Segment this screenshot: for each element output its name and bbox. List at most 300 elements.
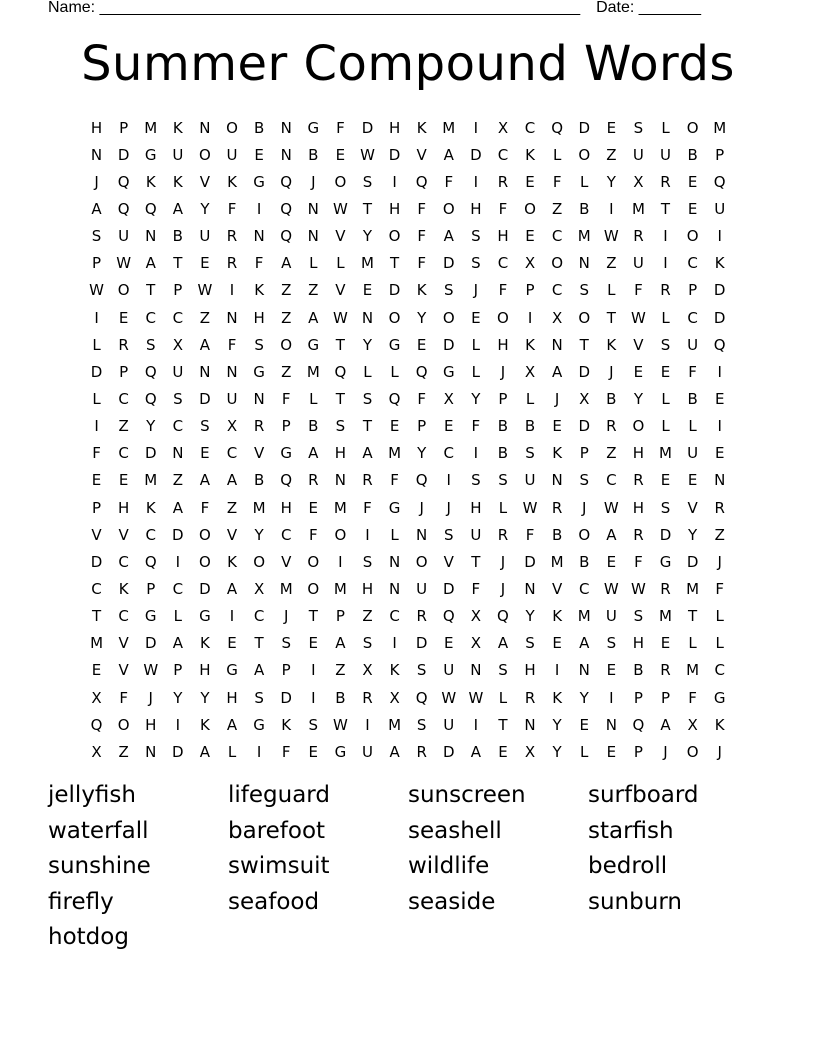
grid-letter: I bbox=[663, 254, 668, 273]
grid-letter: H bbox=[632, 444, 645, 463]
grid-letter: C bbox=[253, 607, 265, 626]
grid-letter: F bbox=[498, 199, 508, 218]
grid-letter: U bbox=[660, 145, 671, 164]
grid-letter: E bbox=[687, 471, 698, 490]
grid-letter: S bbox=[416, 661, 427, 680]
word-bank-item: barefoot bbox=[228, 817, 326, 844]
grid-letter: I bbox=[473, 444, 479, 463]
grid-letter: D bbox=[713, 308, 726, 327]
grid-letter: V bbox=[552, 579, 563, 598]
grid-letter: O bbox=[117, 281, 130, 300]
grid-letter: E bbox=[552, 634, 562, 653]
word-bank-item: firefly bbox=[48, 888, 114, 915]
grid-letter: E bbox=[606, 552, 617, 571]
grid-letter: U bbox=[687, 444, 699, 463]
grid-letter: D bbox=[442, 742, 455, 761]
grid-letter: H bbox=[388, 118, 401, 137]
grid-letter: E bbox=[444, 634, 454, 653]
grid-letter: I bbox=[609, 199, 614, 218]
grid-letter: C bbox=[443, 444, 454, 463]
grid-letter: Y bbox=[525, 607, 535, 626]
grid-letter: O bbox=[442, 199, 455, 218]
grid-letter: V bbox=[335, 227, 346, 246]
grid-letter: P bbox=[335, 607, 345, 626]
grid-letter: L bbox=[661, 308, 670, 327]
grid-letter: E bbox=[498, 742, 508, 761]
grid-letter: O bbox=[388, 227, 401, 246]
grid-letter: L bbox=[498, 498, 508, 517]
grid-letter: W bbox=[603, 498, 619, 517]
grid-letter: O bbox=[388, 308, 401, 327]
grid-letter: N bbox=[388, 579, 401, 598]
grid-letter: J bbox=[500, 579, 506, 598]
grid-letter: J bbox=[311, 172, 316, 191]
grid-letter: E bbox=[606, 118, 617, 137]
grid-letter: J bbox=[500, 552, 506, 571]
grid-letter: Y bbox=[417, 308, 427, 327]
grid-letter: W bbox=[468, 688, 484, 707]
word-bank bbox=[48, 778, 768, 956]
grid-letter: J bbox=[500, 362, 506, 381]
grid-letter: T bbox=[389, 254, 400, 273]
grid-letter: I bbox=[94, 417, 99, 436]
grid-letter: M bbox=[333, 579, 347, 598]
grid-letter: K bbox=[172, 172, 183, 191]
grid-letter: F bbox=[254, 254, 264, 273]
grid-letter: D bbox=[90, 552, 103, 571]
grid-letter: M bbox=[90, 634, 104, 653]
grid-letter: F bbox=[417, 199, 426, 218]
grid-letter: G bbox=[307, 118, 320, 137]
grid-letter: C bbox=[497, 145, 509, 164]
grid-letter: I bbox=[338, 552, 343, 571]
grid-letter: Z bbox=[118, 742, 129, 761]
grid-letter: I bbox=[229, 281, 235, 300]
grid-letter: E bbox=[91, 471, 102, 490]
grid-letter: O bbox=[307, 552, 320, 571]
grid-letter: E bbox=[118, 471, 129, 490]
date-field-label: Date: _______ bbox=[596, 0, 702, 16]
grid-letter: O bbox=[199, 525, 211, 544]
grid-letter: D bbox=[713, 281, 726, 300]
grid-letter: F bbox=[281, 389, 291, 408]
grid-letter: B bbox=[497, 444, 509, 463]
word-bank-item: starfish bbox=[588, 817, 674, 844]
grid-letter: A bbox=[308, 444, 319, 463]
grid-letter: X bbox=[443, 389, 454, 408]
grid-letter: B bbox=[633, 661, 644, 680]
grid-letter: X bbox=[687, 715, 698, 734]
grid-letter: V bbox=[443, 552, 454, 571]
grid-letter: X bbox=[172, 335, 183, 354]
grid-letter: F bbox=[363, 498, 372, 517]
grid-letter: K bbox=[552, 444, 563, 463]
grid-letter: P bbox=[498, 389, 508, 408]
grid-letter: Y bbox=[688, 525, 698, 544]
grid-letter: S bbox=[91, 227, 102, 246]
grid-letter: Z bbox=[552, 199, 563, 218]
grid-letter: D bbox=[578, 417, 591, 436]
grid-letter: N bbox=[307, 227, 319, 246]
grid-letter: I bbox=[365, 525, 370, 544]
grid-letter: S bbox=[362, 634, 373, 653]
grid-letter: K bbox=[416, 281, 427, 300]
grid-letter: U bbox=[416, 579, 428, 598]
grid-letter: H bbox=[497, 227, 509, 246]
grid-letter: M bbox=[306, 362, 320, 381]
grid-letter: X bbox=[579, 389, 590, 408]
grid-letter: V bbox=[416, 145, 427, 164]
grid-letter: Q bbox=[334, 362, 347, 381]
grid-letter: I bbox=[609, 688, 614, 707]
grid-letter: H bbox=[199, 661, 211, 680]
grid-letter: F bbox=[471, 579, 481, 598]
grid-letter: N bbox=[551, 335, 563, 354]
grid-letter: S bbox=[471, 227, 481, 246]
grid-letter: O bbox=[578, 525, 591, 544]
grid-letter: O bbox=[307, 579, 320, 598]
grid-letter: K bbox=[200, 715, 210, 734]
grid-letter: Z bbox=[281, 308, 292, 327]
grid-letter: M bbox=[361, 254, 374, 273]
grid-letter: S bbox=[498, 661, 508, 680]
grid-letter: F bbox=[390, 471, 399, 490]
grid-letter: E bbox=[687, 199, 698, 218]
grid-letter: R bbox=[226, 254, 238, 273]
grid-letter: X bbox=[389, 688, 400, 707]
grid-letter: R bbox=[416, 607, 427, 626]
grid-letter: O bbox=[524, 199, 536, 218]
grid-letter: G bbox=[253, 715, 265, 734]
grid-letter: D bbox=[578, 118, 591, 137]
grid-letter: Q bbox=[280, 199, 293, 218]
grid-letter: Q bbox=[144, 362, 157, 381]
grid-letter: W bbox=[603, 227, 619, 246]
word-bank-item: lifeguard bbox=[228, 782, 330, 808]
grid-letter: D bbox=[90, 362, 103, 381]
grid-letter: M bbox=[388, 715, 402, 734]
grid-letter: R bbox=[551, 498, 563, 517]
word-bank-item: seashell bbox=[408, 817, 502, 844]
grid-letter: F bbox=[417, 389, 426, 408]
grid-letter: P bbox=[525, 281, 535, 300]
grid-letter: S bbox=[362, 172, 373, 191]
grid-letter: C bbox=[118, 389, 129, 408]
grid-letter: F bbox=[227, 199, 237, 218]
grid-letter: R bbox=[497, 525, 509, 544]
grid-letter: O bbox=[280, 335, 293, 354]
grid-letter: P bbox=[715, 145, 725, 164]
grid-letter: H bbox=[145, 715, 157, 734]
grid-letter: A bbox=[199, 471, 211, 490]
grid-letter: N bbox=[226, 308, 238, 327]
grid-letter: N bbox=[605, 715, 617, 734]
grid-letter: E bbox=[227, 634, 237, 653]
grid-letter: I bbox=[311, 688, 316, 707]
grid-letter: L bbox=[309, 389, 318, 408]
grid-letter: G bbox=[199, 607, 211, 626]
grid-letter: I bbox=[256, 199, 262, 218]
grid-letter: H bbox=[226, 688, 238, 707]
grid-letter: X bbox=[633, 172, 644, 191]
grid-letter: H bbox=[470, 199, 482, 218]
grid-letter: E bbox=[200, 254, 210, 273]
grid-letter: V bbox=[687, 498, 698, 517]
grid-letter: C bbox=[172, 579, 184, 598]
grid-letter: L bbox=[92, 389, 101, 408]
grid-letter: V bbox=[633, 335, 644, 354]
grid-letter: G bbox=[334, 742, 347, 761]
grid-letter: U bbox=[118, 227, 130, 246]
word-bank-item: hotdog bbox=[48, 924, 129, 950]
grid-letter: Q bbox=[713, 335, 726, 354]
grid-letter: W bbox=[631, 308, 646, 327]
grid-letter: R bbox=[253, 417, 265, 436]
grid-letter: J bbox=[717, 552, 722, 571]
grid-letter: R bbox=[714, 498, 725, 517]
grid-letter: C bbox=[687, 254, 698, 273]
grid-letter: M bbox=[144, 471, 158, 490]
grid-letter: S bbox=[254, 688, 264, 707]
grid-letter: S bbox=[254, 335, 264, 354]
grid-letter: W bbox=[631, 579, 646, 598]
grid-letter: I bbox=[554, 661, 560, 680]
grid-letter: C bbox=[551, 227, 563, 246]
grid-letter: Y bbox=[552, 742, 562, 761]
grid-letter: B bbox=[253, 471, 265, 490]
grid-letter: R bbox=[660, 661, 671, 680]
grid-letter: I bbox=[365, 715, 370, 734]
grid-letter: Y bbox=[362, 335, 373, 354]
grid-letter: W bbox=[332, 199, 348, 218]
grid-letter: Y bbox=[579, 688, 589, 707]
grid-letter: C bbox=[118, 552, 129, 571]
grid-letter: I bbox=[717, 417, 722, 436]
grid-letter: S bbox=[606, 634, 617, 653]
grid-letter: S bbox=[633, 118, 644, 137]
grid-letter: A bbox=[470, 742, 481, 761]
grid-letter: L bbox=[390, 525, 399, 544]
grid-letter: F bbox=[281, 742, 291, 761]
grid-letter: O bbox=[686, 742, 699, 761]
page-title: Summer Compound Words bbox=[81, 36, 735, 92]
grid-letter: C bbox=[145, 525, 156, 544]
grid-letter: Z bbox=[606, 444, 617, 463]
grid-letter: L bbox=[227, 742, 237, 761]
grid-letter: E bbox=[714, 389, 725, 408]
grid-letter: D bbox=[199, 389, 211, 408]
grid-letter: T bbox=[91, 607, 102, 626]
grid-letter: Q bbox=[144, 552, 157, 571]
grid-letter: A bbox=[579, 634, 590, 653]
grid-letter: A bbox=[145, 254, 156, 273]
grid-letter: H bbox=[388, 199, 401, 218]
grid-letter: T bbox=[335, 389, 345, 408]
word-bank-item: seafood bbox=[228, 888, 320, 915]
grid-letter: A bbox=[226, 579, 238, 598]
grid-letter: Y bbox=[200, 199, 210, 218]
grid-letter: N bbox=[253, 227, 265, 246]
grid-letter: W bbox=[522, 498, 538, 517]
grid-letter: Z bbox=[714, 525, 725, 544]
grid-letter: N bbox=[714, 471, 726, 490]
grid-letter: A bbox=[443, 227, 454, 246]
grid-letter: E bbox=[525, 172, 535, 191]
grid-letter: R bbox=[497, 172, 509, 191]
grid-letter: A bbox=[443, 145, 454, 164]
grid-letter: G bbox=[253, 362, 265, 381]
grid-letter: N bbox=[145, 742, 157, 761]
grid-letter: V bbox=[281, 552, 292, 571]
grid-letter: R bbox=[362, 471, 373, 490]
grid-letter: F bbox=[688, 688, 697, 707]
grid-letter: X bbox=[497, 118, 509, 137]
grid-letter: C bbox=[118, 607, 129, 626]
grid-letter: D bbox=[470, 145, 482, 164]
grid-letter: F bbox=[715, 579, 725, 598]
grid-letter: X bbox=[91, 688, 102, 707]
grid-letter: P bbox=[633, 742, 643, 761]
grid-letter: C bbox=[714, 661, 725, 680]
grid-letter: P bbox=[92, 254, 102, 273]
word-bank-item: jellyfish bbox=[48, 782, 136, 808]
grid-letter: L bbox=[715, 634, 724, 653]
grid-letter: V bbox=[253, 444, 265, 463]
grid-letter: O bbox=[415, 552, 428, 571]
grid-letter: N bbox=[280, 145, 292, 164]
grid-letter: L bbox=[688, 417, 697, 436]
grid-letter: P bbox=[119, 362, 129, 381]
grid-letter: D bbox=[442, 254, 455, 273]
grid-letter: U bbox=[226, 389, 238, 408]
grid-letter: X bbox=[91, 742, 102, 761]
grid-letter: B bbox=[308, 417, 319, 436]
grid-letter: Y bbox=[633, 389, 643, 408]
grid-letter: O bbox=[199, 145, 211, 164]
grid-letter: T bbox=[498, 715, 508, 734]
grid-letter: B bbox=[335, 688, 346, 707]
grid-letter: R bbox=[606, 417, 617, 436]
grid-letter: E bbox=[606, 661, 617, 680]
grid-letter: A bbox=[660, 715, 671, 734]
grid-letter: E bbox=[606, 742, 617, 761]
grid-letter: M bbox=[550, 552, 564, 571]
grid-letter: G bbox=[388, 335, 401, 354]
grid-letter: F bbox=[444, 172, 454, 191]
grid-letter: U bbox=[443, 661, 455, 680]
grid-letter: Z bbox=[226, 498, 238, 517]
grid-letter: S bbox=[660, 498, 671, 517]
grid-letter: B bbox=[253, 118, 265, 137]
grid-letter: H bbox=[90, 118, 103, 137]
grid-letter: A bbox=[606, 525, 617, 544]
grid-letter: W bbox=[603, 579, 619, 598]
grid-letter: P bbox=[92, 498, 102, 517]
grid-letter: G bbox=[713, 688, 726, 707]
grid-letter: O bbox=[578, 145, 591, 164]
grid-letter: L bbox=[471, 335, 481, 354]
grid-letter: Q bbox=[713, 172, 726, 191]
grid-letter: R bbox=[362, 688, 373, 707]
grid-letter: E bbox=[389, 417, 400, 436]
grid-letter: Q bbox=[117, 199, 130, 218]
grid-letter: I bbox=[175, 715, 181, 734]
grid-letter: B bbox=[606, 389, 617, 408]
grid-letter: G bbox=[442, 362, 455, 381]
grid-letter: K bbox=[416, 118, 427, 137]
word-bank-item: sunshine bbox=[48, 853, 151, 879]
grid-letter: L bbox=[309, 254, 318, 273]
grid-letter: S bbox=[173, 389, 183, 408]
grid-letter: L bbox=[607, 281, 616, 300]
grid-letter: Q bbox=[497, 607, 509, 626]
grid-letter: L bbox=[580, 742, 589, 761]
grid-letter: K bbox=[552, 688, 563, 707]
grid-letter: Q bbox=[280, 471, 293, 490]
grid-letter: E bbox=[335, 145, 346, 164]
grid-letter: G bbox=[280, 444, 293, 463]
grid-letter: B bbox=[579, 552, 590, 571]
grid-letter: E bbox=[308, 634, 319, 653]
grid-letter: L bbox=[715, 607, 724, 626]
grid-letter: M bbox=[577, 607, 591, 626]
grid-letter: S bbox=[362, 389, 373, 408]
grid-letter: E bbox=[444, 417, 454, 436]
grid-letter: D bbox=[361, 118, 374, 137]
grid-letter: D bbox=[442, 335, 455, 354]
grid-letter: G bbox=[388, 498, 401, 517]
grid-letter: W bbox=[441, 688, 457, 707]
grid-letter: I bbox=[175, 552, 181, 571]
grid-letter: Z bbox=[335, 661, 346, 680]
grid-letter: S bbox=[525, 634, 535, 653]
grid-letter: K bbox=[525, 145, 535, 164]
grid-letter: H bbox=[118, 498, 130, 517]
grid-letter: F bbox=[525, 525, 535, 544]
grid-letter: L bbox=[92, 335, 101, 354]
grid-letter: E bbox=[552, 417, 562, 436]
grid-letter: M bbox=[713, 118, 727, 137]
grid-letter: J bbox=[94, 172, 99, 191]
grid-letter: Z bbox=[308, 281, 319, 300]
grid-letter: A bbox=[253, 661, 265, 680]
grid-letter: C bbox=[551, 281, 563, 300]
grid-letter: R bbox=[226, 227, 238, 246]
grid-letter: C bbox=[389, 607, 400, 626]
grid-letter: X bbox=[524, 742, 536, 761]
grid-letter: K bbox=[172, 118, 183, 137]
grid-letter: S bbox=[444, 281, 454, 300]
grid-letter: V bbox=[226, 525, 238, 544]
grid-letter: E bbox=[91, 661, 102, 680]
grid-letter: K bbox=[552, 607, 563, 626]
grid-letter: R bbox=[308, 471, 319, 490]
grid-letter: U bbox=[226, 145, 238, 164]
grid-letter: R bbox=[633, 471, 644, 490]
grid-letter: M bbox=[686, 661, 700, 680]
grid-letter: E bbox=[308, 742, 319, 761]
grid-letter: U bbox=[632, 254, 644, 273]
grid-letter: P bbox=[146, 579, 156, 598]
grid-letter: S bbox=[200, 417, 210, 436]
grid-letter: H bbox=[253, 308, 265, 327]
word-bank-item: surfboard bbox=[588, 782, 699, 808]
grid-letter: E bbox=[687, 172, 698, 191]
grid-letter: K bbox=[227, 172, 237, 191]
grid-letter: O bbox=[578, 308, 591, 327]
grid-letter: M bbox=[388, 444, 402, 463]
grid-letter: H bbox=[280, 498, 292, 517]
